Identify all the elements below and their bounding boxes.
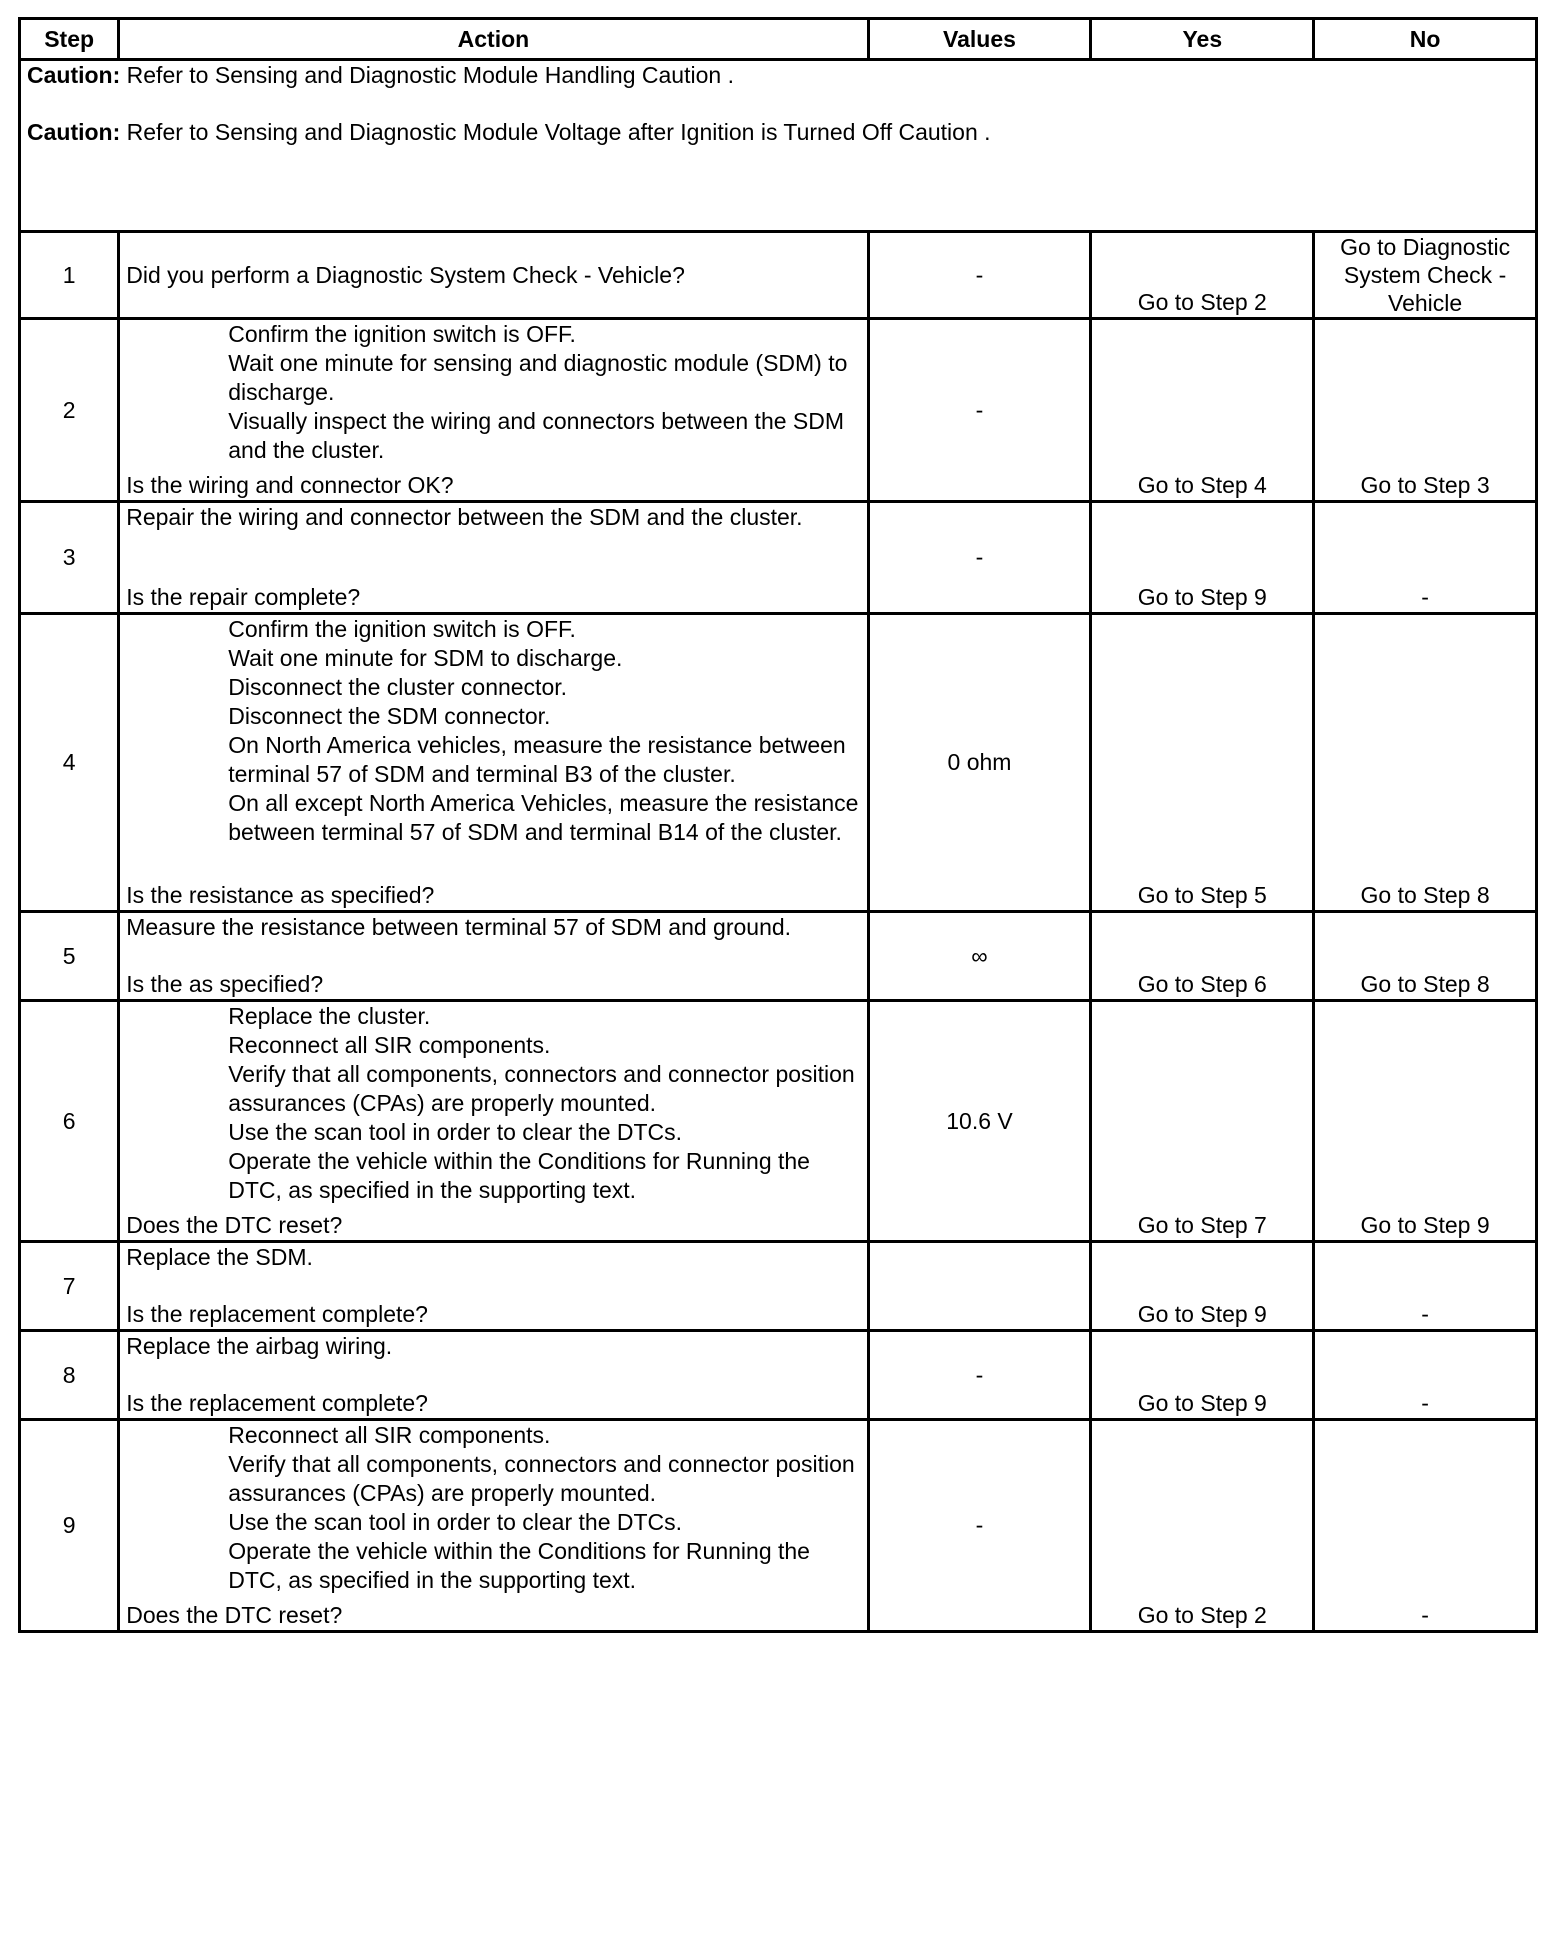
action-question: Is the repair complete?	[126, 584, 361, 610]
action-cell	[119, 1331, 868, 1420]
table-row	[20, 614, 1537, 912]
yes-cell: Go to Step 4	[1091, 319, 1314, 502]
no-cell: Go to Diagnostic System Check - Vehicle	[1314, 232, 1537, 319]
action-bullet: Operate the vehicle within the Conditions for Running the DTC, as specified in the supporting text.	[228, 1148, 810, 1203]
action-bullet: On North America vehicles, measure the resistance between terminal 57 of SDM and terminal B3 of the cluster.	[228, 732, 846, 787]
action-cell	[119, 232, 868, 319]
value-cell: -	[868, 319, 1091, 502]
action-question: Is the wiring and connector OK?	[126, 472, 454, 498]
action-bullet: Operate the vehicle within the Conditions for Running the DTC, as specified in the supporting text.	[228, 1538, 810, 1593]
caution-label: Caution:	[27, 119, 121, 145]
action-bullet: On all except North America Vehicles, measure the resistance between terminal 57 of SDM and terminal B14 of the cluster.	[228, 790, 859, 845]
value-cell: ∞	[868, 912, 1091, 1001]
table-row	[20, 1242, 1537, 1331]
action-bullet: Confirm the ignition switch is OFF.	[228, 616, 576, 642]
no-cell: Go to Step 8	[1314, 614, 1537, 912]
action-bullet: Use the scan tool in order to clear the DTCs.	[228, 1509, 683, 1535]
action-bullets	[126, 615, 860, 847]
action-bullet: Confirm the ignition switch is OFF.	[228, 321, 576, 347]
value-cell	[868, 1242, 1091, 1331]
action-bullet: Reconnect all SIR components.	[228, 1422, 551, 1448]
yes-cell: Go to Step 9	[1091, 502, 1314, 614]
caution-2	[27, 118, 1529, 147]
action-bullet: Visually inspect the wiring and connectors between the SDM and the cluster.	[228, 408, 845, 463]
value-cell: -	[868, 1420, 1091, 1632]
action-body	[126, 615, 860, 847]
yes-cell: Go to Step 7	[1091, 1001, 1314, 1242]
action-bullet: Reconnect all SIR components.	[228, 1032, 551, 1058]
step-number: 2	[20, 319, 119, 502]
action-body	[126, 1002, 860, 1205]
value-cell: 10.6 V	[868, 1001, 1091, 1242]
action-question: Is the as specified?	[126, 971, 324, 997]
step-number: 3	[20, 502, 119, 614]
action-question: Did you perform a Diagnostic System Check - Vehicle?	[126, 261, 685, 288]
header-no: No	[1314, 19, 1537, 60]
action-body	[126, 503, 860, 532]
table-row	[20, 502, 1537, 614]
value-cell: 0 ohm	[868, 614, 1091, 912]
no-cell: -	[1314, 1242, 1537, 1331]
value-cell: -	[868, 1331, 1091, 1420]
diagnostic-table	[18, 17, 1538, 1633]
value-cell: -	[868, 232, 1091, 319]
action-bullet: Disconnect the SDM connector.	[228, 703, 551, 729]
header-row	[20, 19, 1537, 60]
action-bullet: Disconnect the cluster connector.	[228, 674, 568, 700]
action-body	[126, 1243, 860, 1272]
action-instruction: Measure the resistance between terminal 57 of SDM and ground.	[126, 914, 792, 940]
no-cell: -	[1314, 1420, 1537, 1632]
yes-cell: Go to Step 9	[1091, 1331, 1314, 1420]
action-cell	[119, 502, 868, 614]
action-question: Does the DTC reset?	[126, 1602, 343, 1628]
table-row	[20, 232, 1537, 319]
action-body	[126, 1332, 860, 1361]
action-instruction: Replace the SDM.	[126, 1244, 313, 1270]
action-body	[126, 320, 860, 465]
yes-cell: Go to Step 2	[1091, 1420, 1314, 1632]
action-bullet: Verify that all components, connectors and connector position assurances (CPAs) are properly mounted.	[228, 1061, 855, 1116]
action-bullet: Wait one minute for SDM to discharge.	[228, 645, 623, 671]
action-cell	[119, 1420, 868, 1632]
action-bullet: Verify that all components, connectors and connector position assurances (CPAs) are properly mounted.	[228, 1451, 855, 1506]
action-question: Does the DTC reset?	[126, 1212, 343, 1238]
no-cell: Go to Step 8	[1314, 912, 1537, 1001]
action-cell	[119, 1242, 868, 1331]
no-cell: -	[1314, 1331, 1537, 1420]
action-bullets	[126, 1002, 860, 1205]
caution-text: Refer to Sensing and Diagnostic Module Voltage after Ignition is Turned Off Caution .	[126, 119, 991, 145]
action-bullets	[126, 1421, 860, 1595]
step-number: 8	[20, 1331, 119, 1420]
table-row	[20, 1331, 1537, 1420]
action-instruction: Repair the wiring and connector between the SDM and the cluster.	[126, 504, 803, 530]
no-cell: Go to Step 3	[1314, 319, 1537, 502]
caution-label: Caution:	[27, 62, 121, 88]
action-cell	[119, 1001, 868, 1242]
yes-cell: Go to Step 9	[1091, 1242, 1314, 1331]
header-action: Action	[119, 19, 868, 60]
step-number: 6	[20, 1001, 119, 1242]
caution-cell	[20, 60, 1537, 232]
step-number: 4	[20, 614, 119, 912]
action-bullets	[126, 320, 860, 465]
action-bullet: Use the scan tool in order to clear the DTCs.	[228, 1119, 683, 1145]
no-cell: Go to Step 9	[1314, 1001, 1537, 1242]
caution-1	[27, 61, 1529, 90]
caution-row	[20, 60, 1537, 232]
table-row	[20, 1001, 1537, 1242]
action-question: Is the replacement complete?	[126, 1390, 428, 1416]
table-row	[20, 319, 1537, 502]
action-body	[126, 913, 860, 942]
table-row	[20, 1420, 1537, 1632]
yes-cell: Go to Step 2	[1091, 232, 1314, 319]
header-yes: Yes	[1091, 19, 1314, 60]
yes-cell: Go to Step 6	[1091, 912, 1314, 1001]
action-body	[126, 1421, 860, 1595]
yes-cell: Go to Step 5	[1091, 614, 1314, 912]
header-step: Step	[20, 19, 119, 60]
action-cell	[119, 614, 868, 912]
action-bullet: Replace the cluster.	[228, 1003, 431, 1029]
step-number: 7	[20, 1242, 119, 1331]
step-number: 9	[20, 1420, 119, 1632]
action-cell	[119, 912, 868, 1001]
action-cell	[119, 319, 868, 502]
header-values: Values	[868, 19, 1091, 60]
value-cell: -	[868, 502, 1091, 614]
table-row	[20, 912, 1537, 1001]
step-number: 1	[20, 232, 119, 319]
no-cell: -	[1314, 502, 1537, 614]
step-number: 5	[20, 912, 119, 1001]
action-bullet: Wait one minute for sensing and diagnostic module (SDM) to discharge.	[228, 350, 848, 405]
action-instruction: Replace the airbag wiring.	[126, 1333, 393, 1359]
action-question: Is the replacement complete?	[126, 1301, 428, 1327]
caution-text: Refer to Sensing and Diagnostic Module Handling Caution .	[126, 62, 734, 88]
action-question: Is the resistance as specified?	[126, 882, 435, 908]
